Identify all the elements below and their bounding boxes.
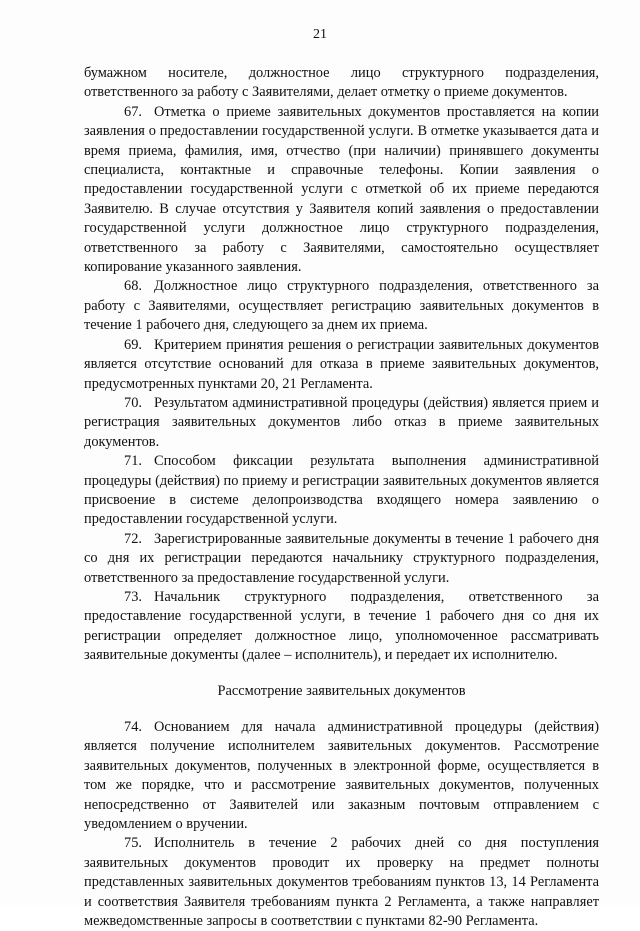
paragraph-text: Основанием для начала административной процедуры (действия) является получение исполнителем заявительных документов. Рассмотрение заявительных документов, полученных в электронной форме, осуществляется в том же порядке, что и рассмотрение заявительных документов, полученных непосредственно от Заявителей или заказным почтовым отправлением с уведомлением о вручении. [84,719,599,833]
paragraph-text: бумажном носителе, должностное лицо структурного подразделения, ответственного за работу с Заявителями, делает отметку о приеме документов. [84,65,599,101]
paragraph-text: Исполнитель в течение 2 рабочих дней со дня поступления заявительных документов проводит их проверку на предмет полноты представленных заявительных документов требованиям пунктов 13, 14 Регламента и соответствия Заявителя требованиям пункта 2 Регламента, а также направляет межведомственные запросы в соответствии с пунктами 82-90 Регламента. [84,835,599,930]
paragraph-74 [84,718,599,834]
paragraph-text: Способом фиксации результата выполнения административной процедуры (действия) по приему и регистрации заявительных документов является присвоение в системе делопроизводства входящего номера заявлению о предоставлении государственной услуги. [84,453,599,528]
paragraph-70 [84,394,599,452]
paragraph-text: Отметка о приеме заявительных документов проставляется на копии заявления о предоставлении государственной услуги. В отметке указывается дата и время приема, фамилия, имя, отчество (при наличии) принявшего документы специалиста, контактные и справочные телефоны. Копии заявления о предоставлении государственной услуги с отметкой об их приеме передаются Заявителю. В случае отсутствия у Заявителя копий заявления о предоставлении государственной услуги должностное лицо структурного подразделения, ответственного за работу с Заявителями, самостоятельно осуществляет копирование указанного заявления. [84,103,599,276]
page-number: 21 [313,27,327,42]
paragraph-number: 69. [124,336,142,353]
paragraph-72 [84,530,599,588]
paragraph-number: 73. [124,588,142,605]
paragraph-text: Результатом административной процедуры (действия) является прием и регистрация заявительных документов либо отказ в приеме заявительных документов. [84,394,599,450]
paragraph-69 [84,336,599,394]
paragraph-continued [84,64,599,103]
paragraph-number: 70. [124,394,142,411]
paragraph-67 [84,103,599,278]
paragraph-text: Начальник структурного подразделения, ответственного за предоставление государственной услуги, в течение 1 рабочего дня со дня их регистрации определяет должностное лицо, уполномоченное рассматривать заявительные документы (далее – исполнитель), и передает их исполнителю. [84,588,599,664]
paragraph-75 [84,834,599,931]
paragraph-number: 67. [124,103,142,120]
paragraph-68 [84,277,599,335]
paragraph-71 [84,452,599,530]
paragraph-text: Должностное лицо структурного подразделения, ответственного за работу с Заявителями, осуществляет регистрацию заявительных документов в течение 1 рабочего дня, следующего за днем их приема. [84,278,599,334]
section-heading: Рассмотрение заявительных документов [217,682,466,699]
paragraph-number: 68. [124,278,142,295]
paragraph-number: 75. [124,835,142,852]
paragraph-73 [84,588,599,666]
page-content [84,64,599,931]
paragraph-number: 71. [124,453,142,470]
paragraph-text: Зарегистрированные заявительные документы в течение 1 рабочего дня со дня их регистрации передаются начальнику структурного подразделения, ответственного за предоставление государственной услуги. [84,530,599,586]
paragraph-number: 74. [124,719,142,735]
paragraph-number: 72. [124,530,142,547]
paragraph-text: Критерием принятия решения о регистрации заявительных документов является отсутствие оснований для отказа в приеме заявительных документов, предусмотренных пунктами 20, 21 Регламента. [84,336,599,392]
